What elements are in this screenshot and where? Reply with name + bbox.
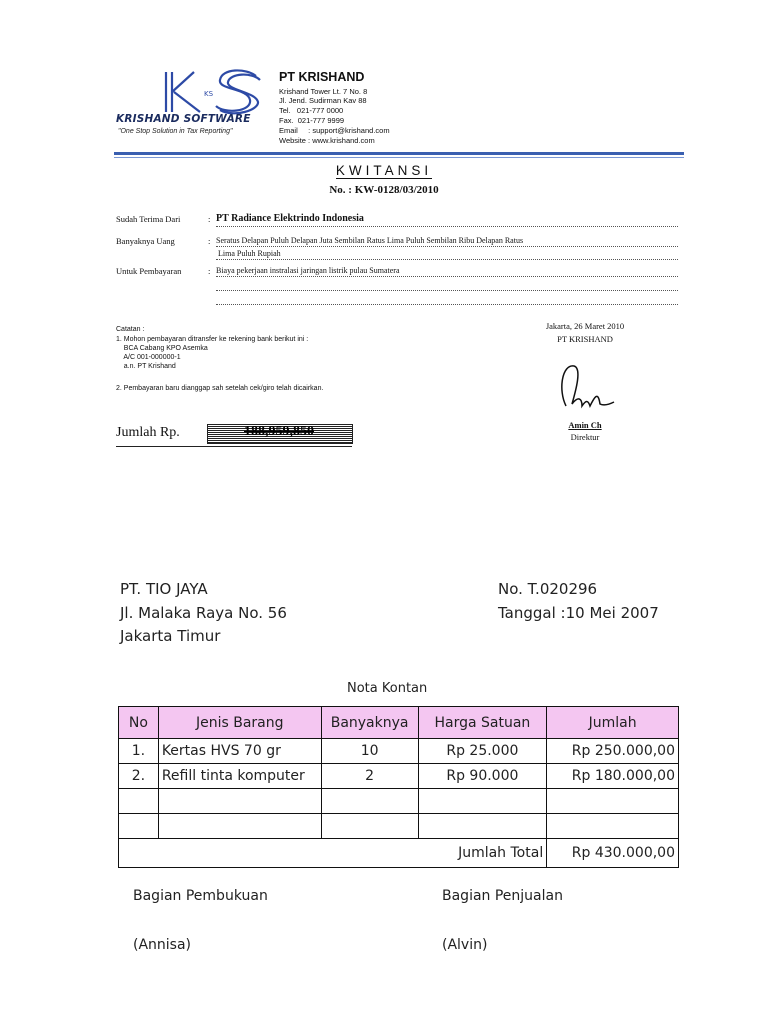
- purpose-label: Untuk Pembayaran: [116, 266, 182, 276]
- dotted-line: [216, 290, 678, 291]
- company-address-2: Jl. Jend. Sudirman Kav 88: [279, 96, 367, 105]
- column-header: Banyaknya: [321, 707, 418, 739]
- signer-name: Amin Ch: [568, 420, 602, 430]
- nota-company-address: Jl. Malaka Raya No. 56: [120, 604, 287, 622]
- amount-words-line-1: Seratus Delapan Puluh Delapan Juta Sembilan Ratus Lima Puluh Sembilan Ribu Delapan Ratus: [216, 236, 524, 245]
- table-row: [119, 764, 679, 789]
- purpose-value: Biaya pekerjaan instralasi jaringan listrik pulau Sumatera: [216, 266, 400, 275]
- total-label-cell: Jumlah Total: [119, 839, 547, 868]
- receipt-number: No. : KW-0128/03/2010: [329, 184, 439, 196]
- table-cell: [119, 789, 159, 814]
- column-header: Jumlah: [547, 707, 679, 739]
- colon: :: [208, 266, 211, 276]
- header-rule: [114, 152, 684, 155]
- notes-line: 1. Mohon pembayaran ditransfer ke rekening bank berikut ini :: [116, 336, 309, 343]
- table-cell: Refill tinta komputer: [158, 764, 321, 789]
- table-cell: Rp 90.000: [418, 764, 547, 789]
- svg-text:KS: KS: [204, 90, 214, 98]
- total-value-cell: Rp 430.000,00: [547, 839, 679, 868]
- table-cell: [418, 789, 547, 814]
- nota-company-city: Jakarta Timur: [120, 627, 221, 645]
- total-underline: [116, 446, 352, 447]
- table-cell: 2.: [119, 764, 159, 789]
- table-cell: 10: [321, 739, 418, 764]
- place-date: Jakarta, 26 Maret 2010: [545, 321, 625, 331]
- table-cell: Rp 25.000: [418, 739, 547, 764]
- table-row: [119, 739, 679, 764]
- brand-name: KRISHAND SOFTWARE: [116, 113, 251, 125]
- received-from-value: PT Radiance Elektrindo Indonesia: [216, 213, 364, 224]
- company-email: Email : support@krishand.com: [279, 126, 390, 135]
- dotted-line: [216, 246, 678, 247]
- amount-words-label: Banyaknya Uang: [116, 236, 175, 246]
- column-header: Jenis Barang: [158, 707, 321, 739]
- total-amount: 188,959,850: [244, 424, 314, 439]
- colon: :: [208, 236, 211, 246]
- notes-heading: Catatan :: [116, 326, 145, 333]
- company-name: PT KRISHAND: [279, 70, 365, 84]
- table-cell: 1.: [119, 739, 159, 764]
- table-header-row: [119, 707, 679, 739]
- nota-date: Tanggal :10 Mei 2007: [498, 604, 659, 622]
- table-cell: Kertas HVS 70 gr: [158, 739, 321, 764]
- notes-line: a.n. PT Krishand: [116, 363, 176, 370]
- notes-line: BCA Cabang KPO Asemka: [116, 345, 208, 352]
- dotted-line: [216, 276, 678, 277]
- sign-left-title: Bagian Pembukuan: [133, 888, 268, 904]
- company-address-1: Krishand Tower Lt. 7 No. 8: [279, 87, 368, 96]
- sign-left-name: (Annisa): [133, 937, 192, 953]
- signature: [552, 360, 618, 418]
- header-rule-thin: [114, 157, 684, 158]
- nota-company-name: PT. TIO JAYA: [120, 580, 208, 598]
- table-cell: [547, 789, 679, 814]
- company-tel: Tel. 021-777 0000: [279, 106, 344, 115]
- items-table: [118, 706, 679, 868]
- dotted-line: [216, 259, 678, 260]
- table-cell: 2: [321, 764, 418, 789]
- nota-number: No. T.020296: [498, 580, 598, 598]
- signer-title: Direktur: [570, 432, 600, 442]
- total-label: Jumlah Rp.: [116, 425, 180, 440]
- dotted-line: [216, 226, 678, 227]
- brand-tagline: "One Stop Solution in Tax Reporting": [118, 128, 233, 135]
- received-from-label: Sudah Terima Dari: [116, 214, 181, 224]
- table-cell: [418, 814, 547, 839]
- table-cell: [158, 814, 321, 839]
- column-header: Harga Satuan: [418, 707, 547, 739]
- column-header: No: [119, 707, 159, 739]
- notes-line: A/C 001-000000-1: [116, 354, 181, 361]
- company-website: Website : www.krishand.com: [279, 136, 375, 145]
- table-cell: [321, 814, 418, 839]
- table-cell: [547, 814, 679, 839]
- receipt-title-text: KWITANSI: [335, 163, 433, 178]
- amount-words-line-2: Lima Puluh Rupiah: [218, 249, 281, 258]
- table-total-row: [119, 839, 679, 868]
- table-cell: [119, 814, 159, 839]
- signer-company: PT KRISHAND: [557, 334, 613, 344]
- dotted-line: [216, 304, 678, 305]
- table-cell: [321, 789, 418, 814]
- sign-right-name: (Alvin): [442, 937, 488, 953]
- colon: :: [208, 214, 211, 224]
- notes-line: 2. Pembayaran baru dianggap sah setelah cek/giro telah dicairkan.: [116, 385, 324, 392]
- nota-title: Nota Kontan: [347, 681, 428, 696]
- receipt-title: [0, 163, 768, 178]
- ks-logo: [160, 68, 270, 118]
- table-row: [119, 814, 679, 839]
- sign-right-title: Bagian Penjualan: [442, 888, 563, 904]
- company-fax: Fax. 021-777 9999: [279, 116, 345, 125]
- table-cell: Rp 250.000,00: [547, 739, 679, 764]
- table-cell: [158, 789, 321, 814]
- table-row: [119, 789, 679, 814]
- table-cell: Rp 180.000,00: [547, 764, 679, 789]
